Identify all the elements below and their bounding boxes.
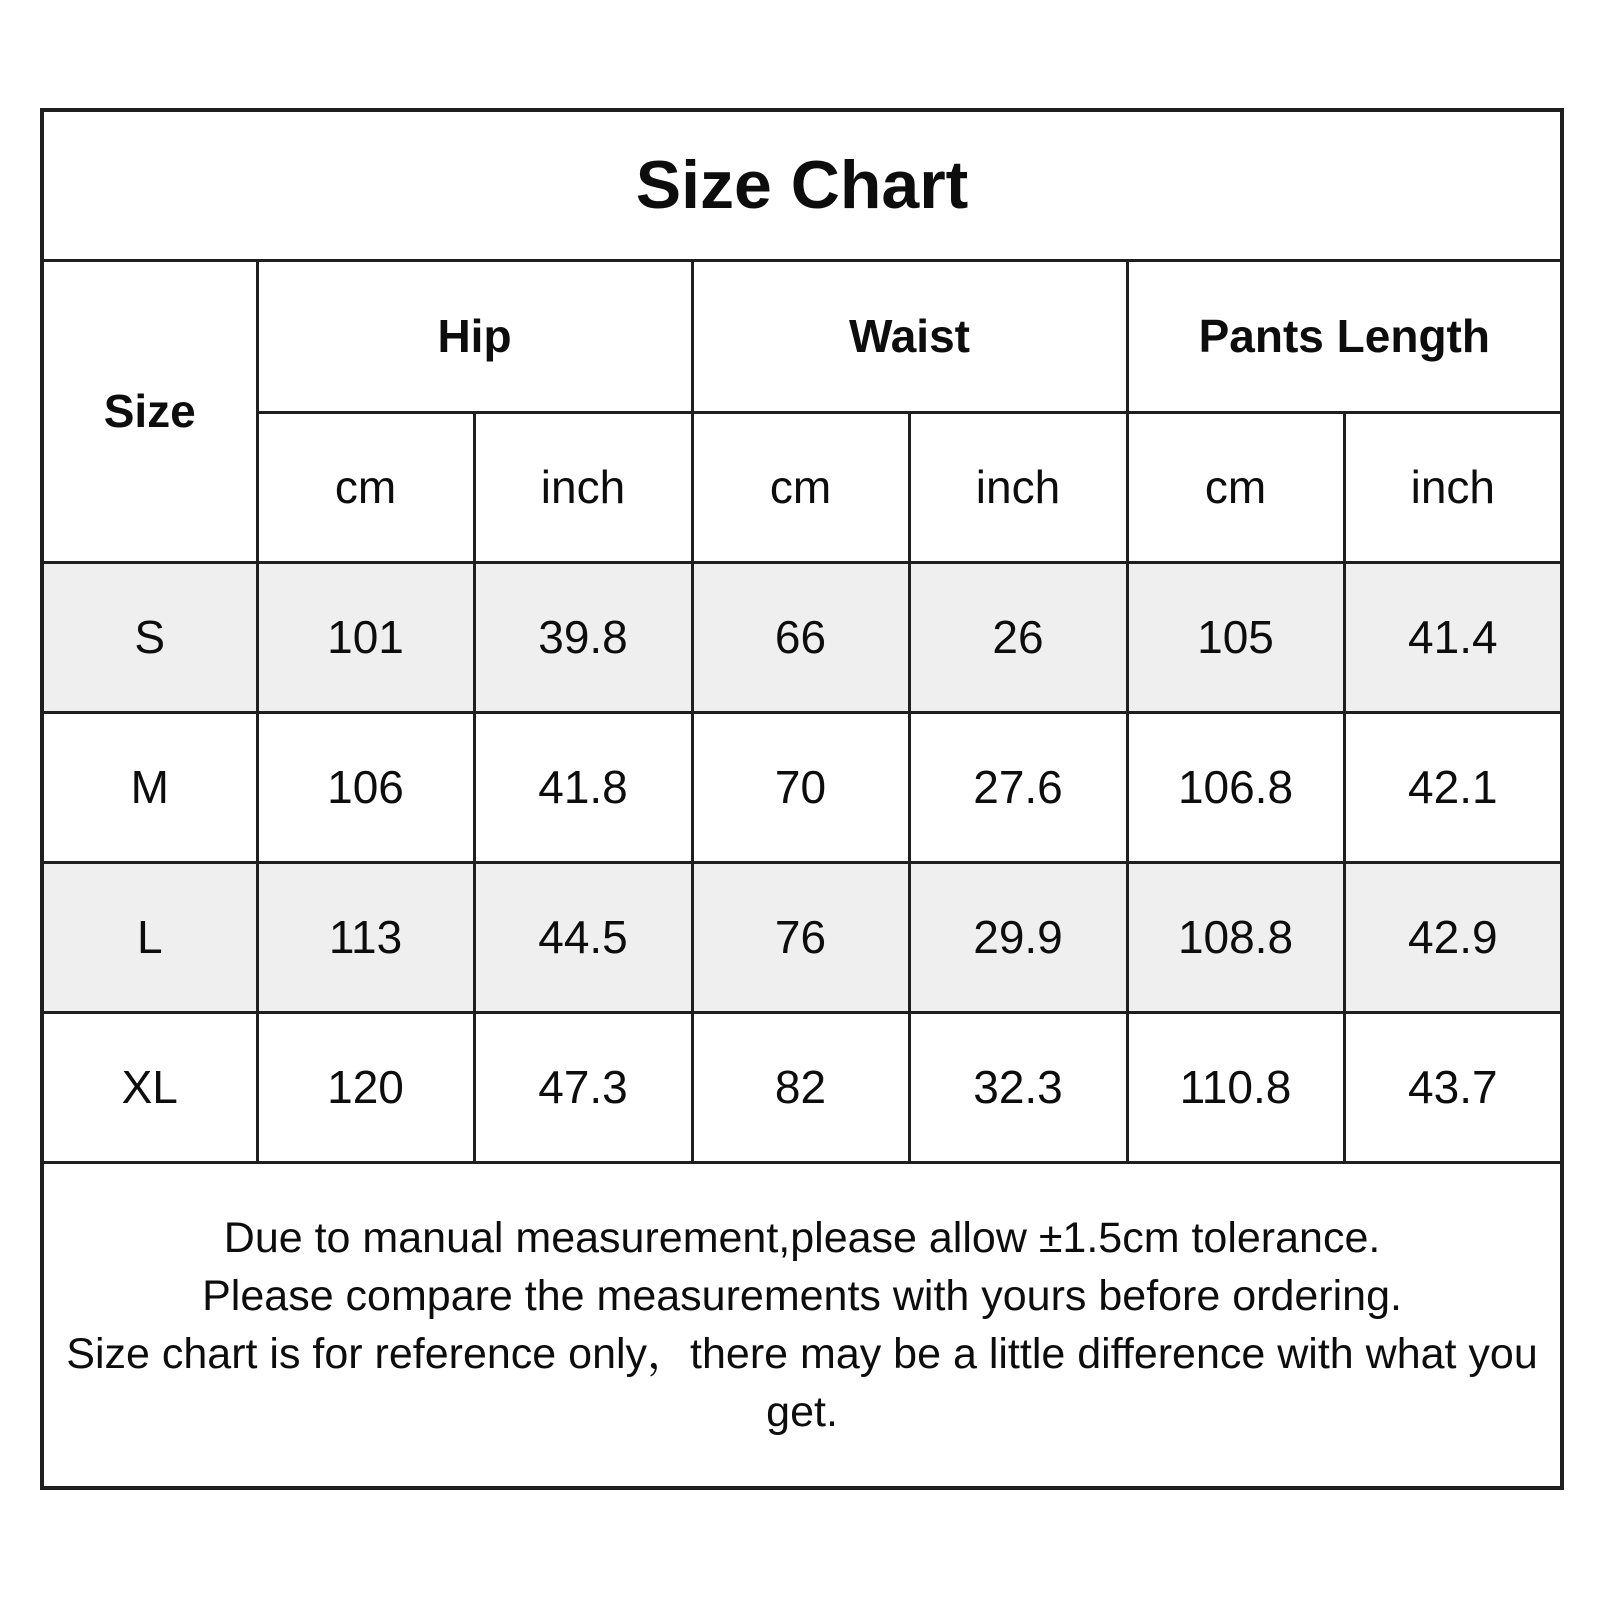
pants-length-inch-value: 42.9 xyxy=(1344,862,1562,1012)
table-row-size-l xyxy=(42,862,1562,1012)
table-row-size-s xyxy=(42,562,1562,712)
pants-length-cm-value: 110.8 xyxy=(1127,1012,1344,1162)
column-group-waist: Waist xyxy=(692,260,1127,412)
size-label: L xyxy=(42,862,257,1012)
table-row-size-m xyxy=(42,712,1562,862)
waist-inch-value: 32.3 xyxy=(909,1012,1127,1162)
column-group-header-row xyxy=(42,260,1562,412)
note-line-compare: Please compare the measurements with yours before ordering. xyxy=(202,1271,1402,1320)
waist-inch-value: 29.9 xyxy=(909,862,1127,1012)
hip-cm-value: 120 xyxy=(257,1012,474,1162)
pants-length-cm-value: 108.8 xyxy=(1127,862,1344,1012)
hip-inch-value: 41.8 xyxy=(474,712,692,862)
measurement-notes xyxy=(42,1162,1562,1488)
column-header-size: Size xyxy=(42,260,257,562)
hip-inch-value: 44.5 xyxy=(474,862,692,1012)
waist-cm-value: 70 xyxy=(692,712,909,862)
waist-cm-value: 82 xyxy=(692,1012,909,1162)
hip-inch-value: 47.3 xyxy=(474,1012,692,1162)
waist-inch-value: 26 xyxy=(909,562,1127,712)
size-chart-table xyxy=(40,108,1564,1490)
column-group-hip: Hip xyxy=(257,260,692,412)
size-label: M xyxy=(42,712,257,862)
waist-cm-value: 76 xyxy=(692,862,909,1012)
pants-length-inch-value: 42.1 xyxy=(1344,712,1562,862)
column-group-pants-length: Pants Length xyxy=(1127,260,1562,412)
size-label: S xyxy=(42,562,257,712)
hip-cm-value: 106 xyxy=(257,712,474,862)
waist-cm-value: 66 xyxy=(692,562,909,712)
hip-cm-value: 101 xyxy=(257,562,474,712)
unit-header-row xyxy=(42,412,1562,562)
unit-header-hip-inch: inch xyxy=(474,412,692,562)
waist-inch-value: 27.6 xyxy=(909,712,1127,862)
pants-length-cm-value: 106.8 xyxy=(1127,712,1344,862)
hip-inch-value: 39.8 xyxy=(474,562,692,712)
unit-header-waist-cm: cm xyxy=(692,412,909,562)
pants-length-inch-value: 41.4 xyxy=(1344,562,1562,712)
note-line-reference: Size chart is for reference only，there may be a little difference with what you get. xyxy=(66,1329,1538,1436)
unit-header-hip-cm: cm xyxy=(257,412,474,562)
title-row xyxy=(42,110,1562,260)
pants-length-cm-value: 105 xyxy=(1127,562,1344,712)
unit-header-pants-length-cm: cm xyxy=(1127,412,1344,562)
unit-header-waist-inch: inch xyxy=(909,412,1127,562)
unit-header-pants-length-inch: inch xyxy=(1344,412,1562,562)
table-row-size-xl xyxy=(42,1012,1562,1162)
page-title: Size Chart xyxy=(42,110,1562,260)
hip-cm-value: 113 xyxy=(257,862,474,1012)
size-label: XL xyxy=(42,1012,257,1162)
pants-length-inch-value: 43.7 xyxy=(1344,1012,1562,1162)
note-line-tolerance: Due to manual measurement,please allow ±1.5cm tolerance. xyxy=(223,1213,1381,1262)
notes-row xyxy=(42,1162,1562,1488)
